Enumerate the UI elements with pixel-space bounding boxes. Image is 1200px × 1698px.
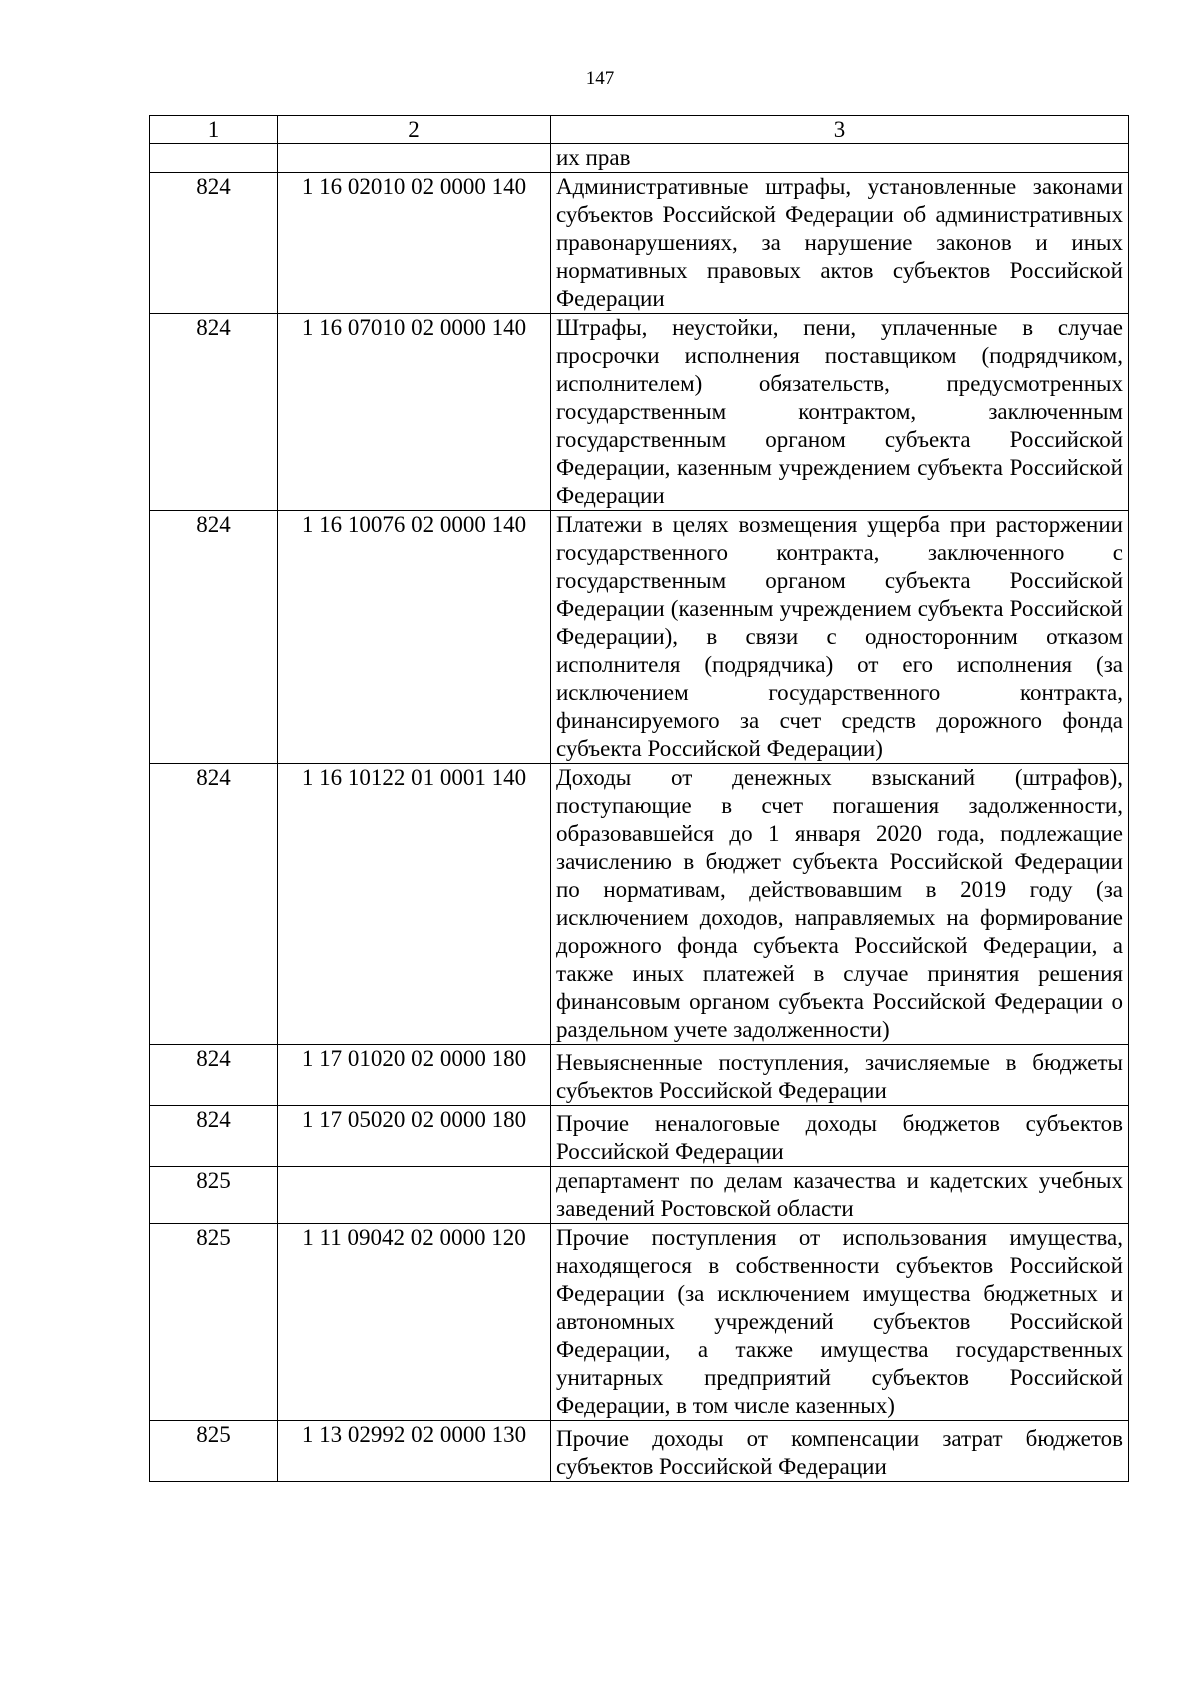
revenue-code-cell: 1 16 10076 02 0000 140 [278,511,551,764]
revenue-name-cell: Прочие поступления от использования имущества, находящегося в собственности субъектов Российской Федерации (за исключением имущества бюджетных и автономных учреждений субъектов Российской Федерации, а также имущества государственных унитарных предприятий субъектов Российской Федерации, в том числе казенных) [551,1224,1129,1421]
admin-code-cell: 824 [150,1045,278,1106]
revenue-code-cell: 1 17 01020 02 0000 180 [278,1045,551,1106]
table-row [150,1421,1129,1482]
column-header-2: 2 [278,116,551,144]
column-header-3: 3 [551,116,1129,144]
revenue-name-cell: Административные штрафы, установленные законами субъектов Российской Федерации об административных правонарушениях, за нарушение законов и иных нормативных правовых актов субъектов Российской Федерации [551,173,1129,314]
revenue-name-cell: Невыясненные поступления, зачисляемые в бюджеты субъектов Российской Федерации [551,1045,1129,1106]
table-row [150,1045,1129,1106]
budget-revenue-table [149,115,1129,1482]
revenue-name-cell: Платежи в целях возмещения ущерба при расторжении государственного контракта, заключенного с государственным органом субъекта Российской Федерации (казенным учреждением субъекта Российской Федерации), в связи с односторонним отказом исполнителя (подрядчика) от его исполнения (за исключением государственного контракта, финансируемого за счет средств дорожного фонда субъекта Российской Федерации) [551,511,1129,764]
table-row [150,764,1129,1045]
table-row [150,1167,1129,1224]
admin-code-cell: 825 [150,1167,278,1224]
revenue-code-cell [278,144,551,173]
revenue-name-cell: Прочие неналоговые доходы бюджетов субъектов Российской Федерации [551,1106,1129,1167]
table-header-row [150,116,1129,144]
revenue-code-cell: 1 16 02010 02 0000 140 [278,173,551,314]
column-header-1: 1 [150,116,278,144]
revenue-name-cell: департамент по делам казачества и кадетских учебных заведений Ростовской области [551,1167,1129,1224]
table-row [150,173,1129,314]
admin-code-cell: 824 [150,314,278,511]
revenue-code-cell: 1 11 09042 02 0000 120 [278,1224,551,1421]
revenue-code-cell: 1 17 05020 02 0000 180 [278,1106,551,1167]
revenue-code-cell: 1 16 10122 01 0001 140 [278,764,551,1045]
admin-code-cell: 824 [150,764,278,1045]
admin-code-cell: 824 [150,173,278,314]
page-number: 147 [585,68,615,89]
table-row [150,314,1129,511]
revenue-code-cell [278,1167,551,1224]
revenue-name-cell: Доходы от денежных взысканий (штрафов), поступающие в счет погашения задолженности, образовавшейся до 1 января 2020 года, подлежащие зачислению в бюджет субъекта Российской Федерации по нормативам, действовавшим в 2019 году (за исключением доходов, направляемых на формирование дорожного фонда субъекта Российской Федерации, а также иных платежей в случае принятия решения финансовым органом субъекта Российской Федерации о раздельном учете задолженности) [551,764,1129,1045]
revenue-name-cell: Прочие доходы от компенсации затрат бюджетов субъектов Российской Федерации [551,1421,1129,1482]
table-row [150,511,1129,764]
admin-code-cell: 825 [150,1224,278,1421]
table-row [150,1224,1129,1421]
admin-code-cell: 824 [150,511,278,764]
table-row [150,1106,1129,1167]
revenue-code-cell: 1 13 02992 02 0000 130 [278,1421,551,1482]
admin-code-cell: 824 [150,1106,278,1167]
revenue-name-cell: их прав [551,144,1129,173]
table-row [150,144,1129,173]
admin-code-cell [150,144,278,173]
revenue-code-cell: 1 16 07010 02 0000 140 [278,314,551,511]
revenue-name-cell: Штрафы, неустойки, пени, уплаченные в случае просрочки исполнения поставщиком (подрядчиком, исполнителем) обязательств, предусмотренных государственным контрактом, заключенным государственным органом субъекта Российской Федерации, казенным учреждением субъекта Российской Федерации [551,314,1129,511]
admin-code-cell: 825 [150,1421,278,1482]
